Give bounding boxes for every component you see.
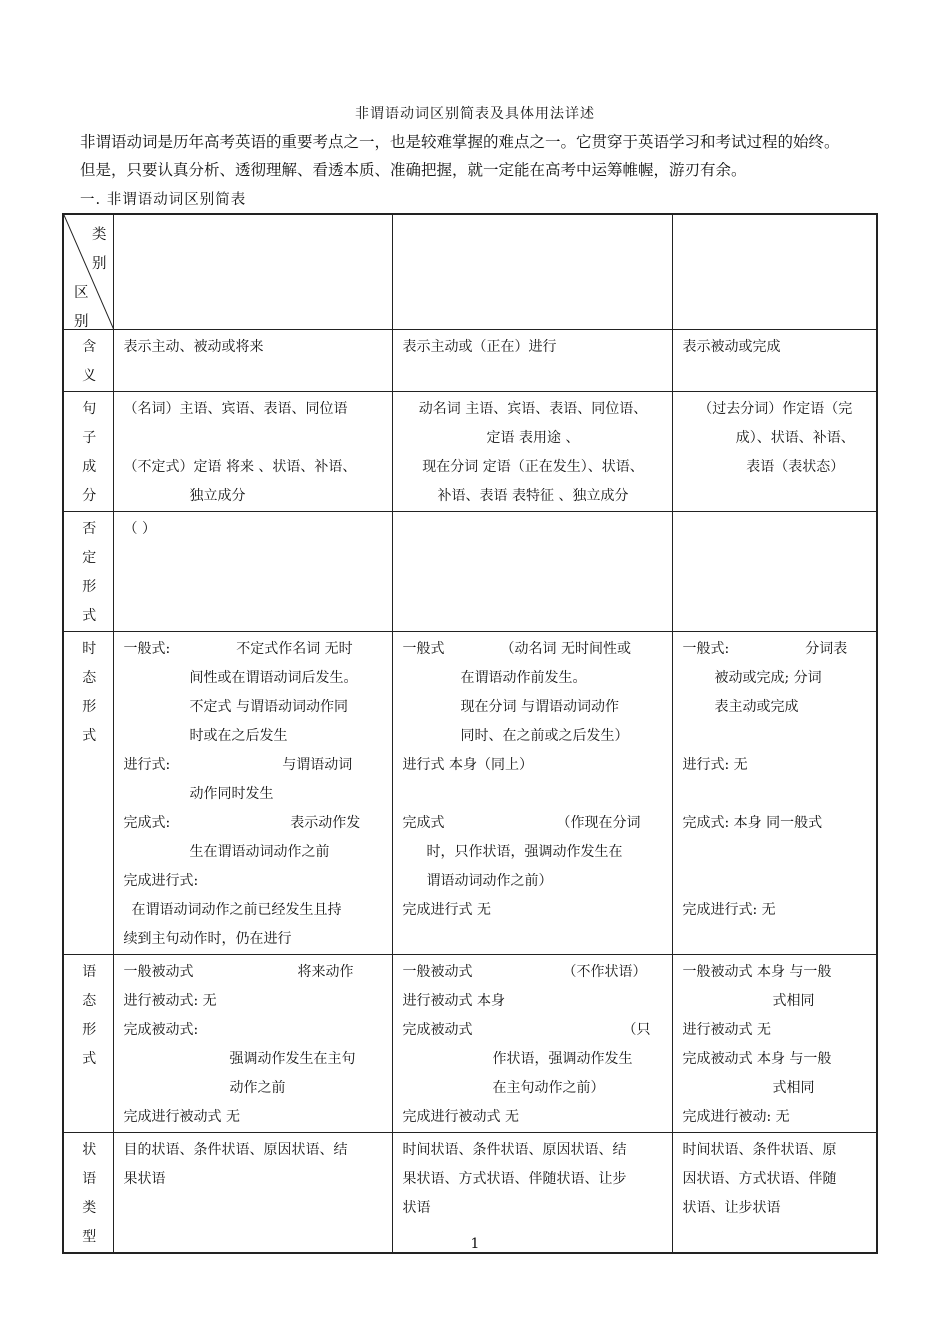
cell-text: 时间状语、条件状语、原 — [682, 1141, 837, 1158]
cell-text: 不定式 与谓语动词动作同 — [189, 698, 348, 715]
cell-text: 完成进行被动式 无 — [402, 1108, 519, 1125]
row-label-tense — [63, 631, 113, 954]
cell-text: 进行被动式 无 — [682, 1021, 771, 1038]
label-char: 类 — [82, 1199, 97, 1216]
cell-text — [683, 635, 869, 664]
cell-text: 被动或完成; 分词 — [714, 669, 822, 686]
cell-text: 目的状语、条件状语、原因状语、结 — [123, 1141, 348, 1158]
cell-text: 动名词 主语、宾语、表语、同位语、 — [418, 400, 648, 417]
cell-text: 因状语、方式状语、伴随 — [682, 1170, 837, 1187]
table-row — [63, 391, 877, 511]
intro-paragraph — [80, 128, 890, 184]
document-title: 非谓语动词区别简表及具体用法详述 — [355, 106, 595, 122]
cell-text: 果状语、方式状语、伴随状语、让步 — [402, 1170, 627, 1187]
label-char: 分 — [82, 487, 97, 504]
table-row — [63, 511, 877, 631]
cell-text: 表示主动、被动或将来 — [123, 338, 264, 355]
label-char: 语 — [82, 1170, 97, 1187]
label-char: 语 — [82, 963, 97, 980]
cell-text — [124, 958, 384, 987]
cell-text: 进行式: 无 — [682, 756, 748, 773]
row-label-meaning — [63, 329, 113, 391]
label-char: 形 — [82, 698, 97, 715]
cell-text: 表主动或完成 — [714, 698, 799, 715]
label-char: 式 — [82, 1050, 97, 1067]
label-char: 形 — [82, 578, 97, 595]
table-cell — [113, 631, 392, 954]
table-cell — [672, 631, 877, 954]
table-cell — [392, 631, 672, 954]
cell-text: （不作状语） — [562, 963, 647, 980]
cell-text: 动作之前 — [229, 1079, 286, 1096]
cell-text: （只 — [622, 1021, 651, 1038]
table-cell — [672, 329, 877, 391]
label-text: 一般被动式 — [402, 963, 473, 980]
cell-text: 表示被动或完成 — [682, 338, 781, 355]
label-char: 形 — [82, 1021, 97, 1038]
table-cell — [113, 1132, 392, 1253]
cell-text: 进行被动式 本身 — [402, 992, 505, 1009]
intro-line-1: 非谓语动词是历年高考英语的重要考点之一，也是较难掌握的难点之一。它贯穿于英语学习和考试过程的始终。 — [80, 133, 840, 151]
table-row — [63, 631, 877, 954]
cell-text: 同时、在之前或之后发生） — [460, 727, 629, 744]
header-cell — [672, 214, 877, 329]
cell-text: 作状语，强调动作发生 — [492, 1050, 633, 1067]
cell-text: 在谓语动词动作之前已经发生且持 — [131, 901, 342, 918]
cell-text: 进行式 本身（同上） — [402, 756, 533, 773]
cell-text: 间性或在谓语动词后发生。 — [189, 669, 358, 686]
cell-text: 动作同时发生 — [189, 785, 274, 802]
row-label-sentence — [63, 391, 113, 511]
corner-char: 别 — [74, 314, 89, 329]
cell-text: 现在分词 与谓语动词动作 — [460, 698, 619, 715]
table-header-row — [63, 214, 877, 329]
table-row — [63, 1132, 877, 1253]
label-char: 态 — [82, 669, 97, 686]
table-cell — [392, 391, 672, 511]
corner-char: 区 — [74, 285, 89, 301]
label-char: 否 — [82, 520, 97, 537]
label-text: 完成被动式 — [402, 1021, 473, 1038]
cell-text: 表示动作发 — [290, 814, 361, 831]
cell-text: 状语、让步状语 — [682, 1199, 781, 1216]
cell-text: 完成进行式 无 — [402, 901, 491, 918]
table-cell — [113, 391, 392, 511]
cell-text: 状语 — [402, 1199, 431, 1216]
label-char: 含 — [82, 338, 97, 355]
cell-text: 现在分词 定语（正在发生）、状语、 — [422, 458, 644, 475]
cell-text: 完成被动式: — [123, 1021, 199, 1038]
page-number: 1 — [470, 1236, 480, 1252]
cell-text: 完成进行被动: 无 — [682, 1108, 790, 1125]
cell-text: （作现在分词 — [556, 814, 641, 831]
cell-text — [403, 809, 664, 838]
cell-text: 一般被动式 本身 与一般 — [682, 963, 832, 980]
table-cell — [672, 391, 877, 511]
cell-text: 生在谓语动词动作之前 — [189, 843, 330, 860]
cell-text: 完成进行被动式 无 — [123, 1108, 240, 1125]
corner-cell — [63, 214, 113, 329]
label-text: 一般式 — [402, 640, 445, 657]
label-text: 一般式: — [123, 640, 171, 657]
cell-text — [403, 1016, 664, 1045]
cell-text: 将来动作 — [297, 963, 354, 980]
cell-text: 表示主动或（正在）进行 — [402, 338, 557, 355]
intro-line-2: 但是，只要认真分析、透彻理解、看透本质、准确把握，就一定能在高考中运筹帷幄，游刃有余。 — [80, 161, 747, 179]
cell-text — [403, 635, 664, 664]
table-cell — [392, 954, 672, 1132]
cell-text: （不定式）定语 将来 、状语、补语、 — [123, 458, 357, 475]
cell-text — [124, 751, 384, 780]
label-text: 完成式 — [402, 814, 445, 831]
cell-text: 谓语动词动作之前） — [426, 872, 553, 889]
cell-text: 强调动作发生在主句 — [229, 1050, 356, 1067]
corner-char: 别 — [92, 256, 107, 272]
cell-text: 表语（表状态） — [746, 458, 845, 475]
cell-text: 定语 表用途 、 — [486, 429, 580, 446]
cell-text: 时，只作状语，强调动作发生在 — [426, 843, 623, 860]
cell-text: 分词表 — [805, 640, 848, 657]
table-row — [63, 954, 877, 1132]
cell-text: 时间状语、条件状语、原因状语、结 — [402, 1141, 627, 1158]
row-label-negative — [63, 511, 113, 631]
label-char: 状 — [82, 1141, 97, 1158]
label-char: 定 — [82, 549, 97, 566]
cell-text: 在谓语动作前发生。 — [460, 669, 587, 686]
cell-text: 在主句动作之前） — [492, 1079, 605, 1096]
cell-text: 完成式: 本身 同一般式 — [682, 814, 823, 831]
section-heading: 一. 非谓语动词区别简表 — [80, 192, 247, 208]
table-cell — [392, 511, 672, 631]
cell-text: 完成进行式: 无 — [682, 901, 776, 918]
table-cell — [672, 1132, 877, 1253]
cell-text: （过去分词）作定语（完 — [698, 400, 853, 417]
row-label-voice — [63, 954, 113, 1132]
table-cell — [113, 511, 392, 631]
cell-text — [124, 635, 384, 664]
table-cell — [672, 954, 877, 1132]
cell-text: 完成被动式 本身 与一般 — [682, 1050, 832, 1067]
label-text: 进行式: — [123, 756, 171, 773]
cell-text: 进行被动式: 无 — [123, 992, 217, 1009]
cell-text: 续到主句动作时，仍在进行 — [123, 930, 292, 947]
label-char: 义 — [82, 367, 97, 384]
label-text: 完成式: — [123, 814, 171, 831]
cell-text: 补语、表语 表特征 、独立成分 — [437, 487, 629, 504]
cell-text — [403, 958, 664, 987]
label-char: 态 — [82, 992, 97, 1009]
cell-text: 独立成分 — [189, 487, 246, 504]
cell-text: （名词）主语、宾语、表语、同位语 — [123, 400, 348, 417]
header-cell — [113, 214, 392, 329]
label-char: 句 — [82, 400, 97, 417]
cell-text: （ ） — [123, 520, 156, 537]
cell-text: （动名词 无时间性或 — [500, 640, 631, 657]
header-cell — [392, 214, 672, 329]
table-cell — [672, 511, 877, 631]
corner-char: 类 — [92, 227, 107, 243]
table-row — [63, 329, 877, 391]
label-char: 式 — [82, 607, 97, 624]
label-char: 式 — [82, 727, 97, 744]
cell-text: 与谓语动词 — [282, 756, 353, 773]
label-char: 型 — [82, 1228, 97, 1245]
cell-text: 完成进行式: — [123, 872, 199, 889]
table-cell — [392, 329, 672, 391]
table-cell — [113, 329, 392, 391]
table-cell — [113, 954, 392, 1132]
label-text: 一般被动式 — [123, 963, 194, 980]
label-char: 成 — [82, 458, 97, 475]
cell-text: 式相同 — [772, 992, 815, 1009]
table-cell — [392, 1132, 672, 1253]
label-char: 时 — [82, 640, 97, 657]
cell-text: 式相同 — [772, 1079, 815, 1096]
cell-text: 时或在之后发生 — [189, 727, 288, 744]
comparison-table — [62, 213, 878, 1254]
cell-text — [124, 809, 384, 838]
label-char: 子 — [82, 429, 97, 446]
row-label-adverbial — [63, 1132, 113, 1253]
cell-text: 果状语 — [123, 1170, 166, 1187]
cell-text: 不定式作名词 无时 — [236, 640, 353, 657]
cell-text: 成）、状语、补语、 — [735, 429, 855, 446]
label-text: 一般式: — [682, 640, 730, 657]
